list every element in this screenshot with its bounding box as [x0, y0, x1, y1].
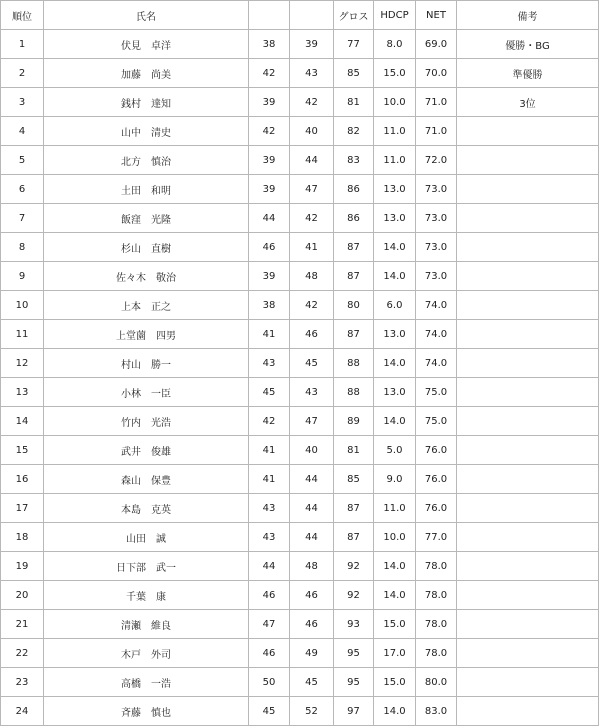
cell-gross: 88: [334, 378, 374, 407]
cell-gross: 87: [334, 233, 374, 262]
cell-hdcp: 14.0: [374, 697, 416, 726]
table-row: [1, 233, 599, 262]
cell-rank: 23: [1, 668, 44, 697]
cell-name: 村山 勝一: [44, 349, 249, 378]
table-row: [1, 378, 599, 407]
cell-name: 伏見 卓洋: [44, 30, 249, 59]
header-rank: 順位: [1, 1, 44, 30]
cell-gross: 81: [334, 436, 374, 465]
cell-out: 41: [249, 436, 290, 465]
table-row: [1, 552, 599, 581]
cell-name: 斉藤 慎也: [44, 697, 249, 726]
cell-in: 47: [290, 407, 334, 436]
cell-net: 77.0: [416, 523, 457, 552]
cell-out: 44: [249, 552, 290, 581]
cell-rank: 8: [1, 233, 44, 262]
cell-gross: 86: [334, 175, 374, 204]
cell-name: 北方 慎治: [44, 146, 249, 175]
cell-name: 木戸 外司: [44, 639, 249, 668]
cell-rank: 3: [1, 88, 44, 117]
cell-rank: 9: [1, 262, 44, 291]
cell-hdcp: 14.0: [374, 262, 416, 291]
table-row: [1, 523, 599, 552]
cell-name: 清瀬 維良: [44, 610, 249, 639]
cell-net: 71.0: [416, 88, 457, 117]
cell-gross: 87: [334, 494, 374, 523]
cell-net: 76.0: [416, 465, 457, 494]
cell-rank: 1: [1, 30, 44, 59]
cell-in: 42: [290, 204, 334, 233]
table-row: [1, 639, 599, 668]
cell-rank: 14: [1, 407, 44, 436]
cell-out: 39: [249, 88, 290, 117]
cell-name: 日下部 武一: [44, 552, 249, 581]
cell-out: 43: [249, 494, 290, 523]
cell-hdcp: 8.0: [374, 30, 416, 59]
cell-note: [457, 494, 599, 523]
cell-note: [457, 668, 599, 697]
header-gross: グロス: [334, 1, 374, 30]
cell-note: 準優勝: [457, 59, 599, 88]
cell-hdcp: 6.0: [374, 291, 416, 320]
cell-net: 75.0: [416, 407, 457, 436]
cell-name: 高橋 一浩: [44, 668, 249, 697]
cell-rank: 18: [1, 523, 44, 552]
table-row: [1, 146, 599, 175]
cell-hdcp: 13.0: [374, 204, 416, 233]
cell-rank: 21: [1, 610, 44, 639]
cell-gross: 87: [334, 262, 374, 291]
cell-out: 45: [249, 378, 290, 407]
cell-gross: 89: [334, 407, 374, 436]
cell-out: 39: [249, 262, 290, 291]
table-row: [1, 320, 599, 349]
cell-note: [457, 610, 599, 639]
cell-hdcp: 15.0: [374, 668, 416, 697]
cell-out: 42: [249, 59, 290, 88]
cell-note: [457, 436, 599, 465]
cell-gross: 93: [334, 610, 374, 639]
table-row: [1, 30, 599, 59]
cell-out: 46: [249, 581, 290, 610]
cell-name: 銭村 達知: [44, 88, 249, 117]
cell-net: 76.0: [416, 436, 457, 465]
cell-note: [457, 175, 599, 204]
cell-hdcp: 13.0: [374, 320, 416, 349]
cell-rank: 2: [1, 59, 44, 88]
cell-name: 杉山 直樹: [44, 233, 249, 262]
cell-hdcp: 14.0: [374, 233, 416, 262]
header-row: [1, 1, 599, 30]
cell-hdcp: 10.0: [374, 88, 416, 117]
cell-note: [457, 349, 599, 378]
cell-name: 武井 俊雄: [44, 436, 249, 465]
cell-note: [457, 146, 599, 175]
cell-note: [457, 552, 599, 581]
cell-net: 74.0: [416, 291, 457, 320]
cell-rank: 24: [1, 697, 44, 726]
cell-gross: 92: [334, 581, 374, 610]
table-row: [1, 581, 599, 610]
cell-hdcp: 13.0: [374, 175, 416, 204]
cell-gross: 82: [334, 117, 374, 146]
table-row: [1, 407, 599, 436]
cell-out: 43: [249, 523, 290, 552]
cell-gross: 77: [334, 30, 374, 59]
cell-name: 森山 保豊: [44, 465, 249, 494]
cell-name: 加藤 尚美: [44, 59, 249, 88]
cell-rank: 20: [1, 581, 44, 610]
cell-name: 上本 正之: [44, 291, 249, 320]
cell-in: 49: [290, 639, 334, 668]
cell-net: 78.0: [416, 581, 457, 610]
cell-out: 45: [249, 697, 290, 726]
table-row: [1, 349, 599, 378]
cell-net: 75.0: [416, 378, 457, 407]
cell-in: 52: [290, 697, 334, 726]
cell-name: 土田 和明: [44, 175, 249, 204]
cell-in: 48: [290, 552, 334, 581]
cell-net: 71.0: [416, 117, 457, 146]
cell-in: 40: [290, 117, 334, 146]
cell-out: 46: [249, 233, 290, 262]
table-row: [1, 610, 599, 639]
cell-in: 45: [290, 349, 334, 378]
cell-out: 47: [249, 610, 290, 639]
header-name: 氏名: [44, 1, 249, 30]
cell-note: [457, 291, 599, 320]
cell-hdcp: 9.0: [374, 465, 416, 494]
cell-out: 41: [249, 465, 290, 494]
cell-name: 飯窪 光隆: [44, 204, 249, 233]
cell-in: 46: [290, 581, 334, 610]
cell-in: 46: [290, 610, 334, 639]
cell-in: 44: [290, 494, 334, 523]
table-row: [1, 465, 599, 494]
cell-hdcp: 15.0: [374, 59, 416, 88]
cell-note: [457, 523, 599, 552]
cell-note: [457, 320, 599, 349]
cell-in: 43: [290, 378, 334, 407]
cell-rank: 19: [1, 552, 44, 581]
table-body: [1, 30, 599, 726]
cell-note: [457, 465, 599, 494]
cell-out: 38: [249, 30, 290, 59]
cell-rank: 12: [1, 349, 44, 378]
cell-gross: 87: [334, 320, 374, 349]
cell-in: 40: [290, 436, 334, 465]
cell-gross: 86: [334, 204, 374, 233]
table-row: [1, 436, 599, 465]
cell-note: [457, 117, 599, 146]
cell-gross: 97: [334, 697, 374, 726]
cell-note: [457, 639, 599, 668]
cell-gross: 83: [334, 146, 374, 175]
cell-in: 42: [290, 291, 334, 320]
table-row: [1, 204, 599, 233]
cell-net: 73.0: [416, 175, 457, 204]
cell-rank: 7: [1, 204, 44, 233]
cell-name: 千葉 康: [44, 581, 249, 610]
cell-note: 3位: [457, 88, 599, 117]
cell-name: 佐々木 敬治: [44, 262, 249, 291]
cell-net: 78.0: [416, 552, 457, 581]
cell-rank: 10: [1, 291, 44, 320]
cell-rank: 15: [1, 436, 44, 465]
cell-rank: 6: [1, 175, 44, 204]
header-note: 備考: [457, 1, 599, 30]
cell-net: 78.0: [416, 639, 457, 668]
cell-hdcp: 11.0: [374, 494, 416, 523]
cell-in: 44: [290, 465, 334, 494]
cell-rank: 17: [1, 494, 44, 523]
cell-rank: 11: [1, 320, 44, 349]
table-row: [1, 175, 599, 204]
cell-net: 83.0: [416, 697, 457, 726]
cell-rank: 4: [1, 117, 44, 146]
cell-in: 39: [290, 30, 334, 59]
header-in: [290, 1, 334, 30]
cell-hdcp: 10.0: [374, 523, 416, 552]
cell-note: [457, 233, 599, 262]
cell-name: 小林 一臣: [44, 378, 249, 407]
table-row: [1, 117, 599, 146]
cell-note: [457, 407, 599, 436]
cell-in: 48: [290, 262, 334, 291]
cell-in: 46: [290, 320, 334, 349]
cell-in: 45: [290, 668, 334, 697]
cell-out: 41: [249, 320, 290, 349]
table-row: [1, 59, 599, 88]
cell-hdcp: 15.0: [374, 610, 416, 639]
cell-net: 73.0: [416, 204, 457, 233]
cell-name: 竹内 光浩: [44, 407, 249, 436]
cell-hdcp: 14.0: [374, 407, 416, 436]
cell-net: 74.0: [416, 320, 457, 349]
cell-rank: 5: [1, 146, 44, 175]
cell-hdcp: 14.0: [374, 349, 416, 378]
cell-name: 山田 誠: [44, 523, 249, 552]
table-row: [1, 88, 599, 117]
cell-hdcp: 17.0: [374, 639, 416, 668]
cell-in: 47: [290, 175, 334, 204]
cell-hdcp: 11.0: [374, 117, 416, 146]
cell-out: 46: [249, 639, 290, 668]
cell-net: 73.0: [416, 233, 457, 262]
cell-note: [457, 204, 599, 233]
cell-in: 42: [290, 88, 334, 117]
cell-hdcp: 11.0: [374, 146, 416, 175]
cell-out: 42: [249, 407, 290, 436]
cell-net: 69.0: [416, 30, 457, 59]
cell-out: 43: [249, 349, 290, 378]
cell-hdcp: 13.0: [374, 378, 416, 407]
cell-gross: 85: [334, 59, 374, 88]
cell-note: [457, 378, 599, 407]
cell-name: 本島 克英: [44, 494, 249, 523]
cell-out: 44: [249, 204, 290, 233]
cell-out: 39: [249, 175, 290, 204]
cell-in: 44: [290, 523, 334, 552]
table-row: [1, 668, 599, 697]
table-row: [1, 291, 599, 320]
cell-name: 上堂薗 四男: [44, 320, 249, 349]
cell-note: [457, 262, 599, 291]
header-net: NET: [416, 1, 457, 30]
cell-net: 80.0: [416, 668, 457, 697]
cell-gross: 95: [334, 668, 374, 697]
cell-out: 50: [249, 668, 290, 697]
cell-rank: 13: [1, 378, 44, 407]
cell-net: 74.0: [416, 349, 457, 378]
cell-gross: 92: [334, 552, 374, 581]
cell-rank: 22: [1, 639, 44, 668]
cell-out: 42: [249, 117, 290, 146]
cell-gross: 87: [334, 523, 374, 552]
header-out: [249, 1, 290, 30]
cell-gross: 81: [334, 88, 374, 117]
cell-note: 優勝・BG: [457, 30, 599, 59]
cell-gross: 95: [334, 639, 374, 668]
table-row: [1, 262, 599, 291]
cell-hdcp: 14.0: [374, 552, 416, 581]
table-row: [1, 494, 599, 523]
cell-net: 72.0: [416, 146, 457, 175]
cell-gross: 88: [334, 349, 374, 378]
cell-net: 70.0: [416, 59, 457, 88]
header-hdcp: HDCP: [374, 1, 416, 30]
cell-in: 43: [290, 59, 334, 88]
cell-in: 44: [290, 146, 334, 175]
cell-hdcp: 14.0: [374, 581, 416, 610]
cell-gross: 80: [334, 291, 374, 320]
cell-in: 41: [290, 233, 334, 262]
cell-note: [457, 581, 599, 610]
cell-out: 39: [249, 146, 290, 175]
cell-name: 山中 清史: [44, 117, 249, 146]
cell-rank: 16: [1, 465, 44, 494]
table-row: [1, 697, 599, 726]
cell-hdcp: 5.0: [374, 436, 416, 465]
cell-out: 38: [249, 291, 290, 320]
cell-net: 78.0: [416, 610, 457, 639]
cell-net: 73.0: [416, 262, 457, 291]
cell-note: [457, 697, 599, 726]
cell-net: 76.0: [416, 494, 457, 523]
cell-gross: 85: [334, 465, 374, 494]
